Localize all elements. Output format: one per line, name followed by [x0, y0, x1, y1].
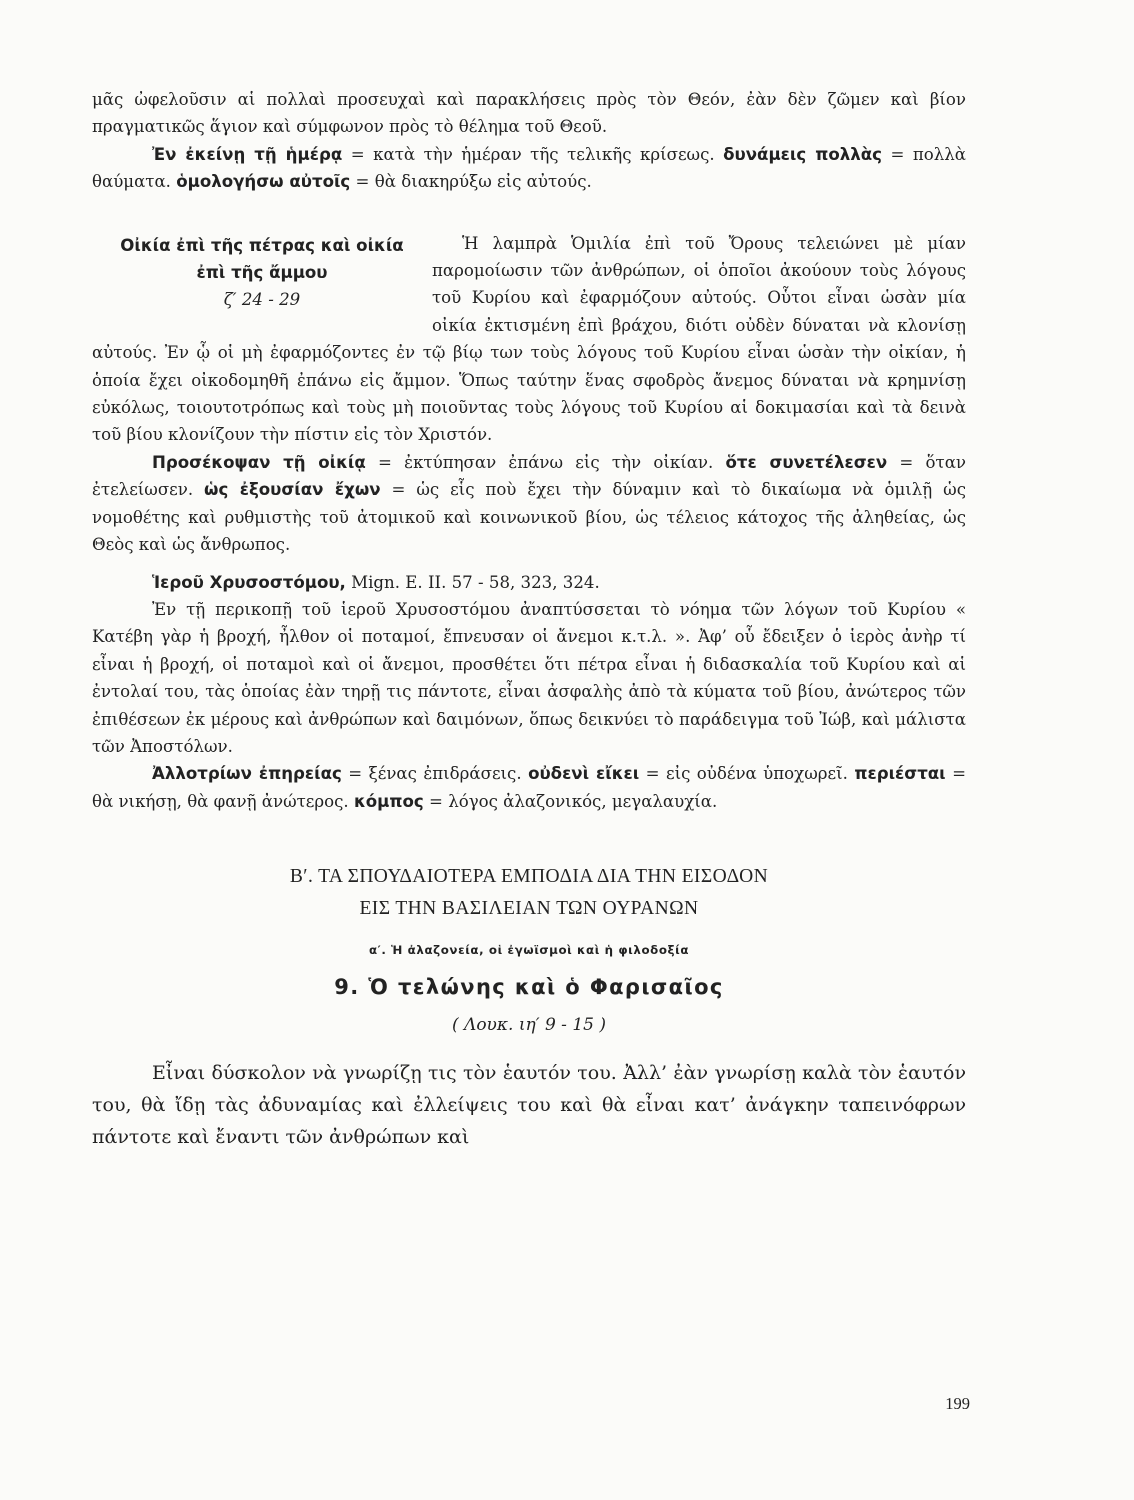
glossary-definition: = πολλὰ θαύματα.	[92, 144, 967, 192]
side-heading-line-2: ἐπὶ τῆς ἄμμου	[196, 263, 328, 283]
citation-author: Ἱεροῦ Χρυσοστόμου,	[152, 572, 346, 592]
commentary-paragraph: Ἐν τῇ περικοπῇ τοῦ ἱεροῦ Χρυσοστόμου ἀναπτύσσεται τὸ νόημα τῶν λόγων τοῦ Κυρίου « Κατέβη γὰρ ἡ βροχή, ἦλθον οἱ ποταμοί, ἔπνευσαν οἱ ἄνεμοι κ.τ.λ. ». Ἀφ’ οὗ ἔδειξεν ὁ ἱερὸς ἀνὴρ τί εἶναι ἡ βροχή, οἱ ποταμοὶ καὶ οἱ ἄνεμοι, προσθέτει ὅτι πέτρα εἶναι ἡ διδασκαλία τοῦ Κυρίου καὶ αἱ ἐντολαί του, τὰς ὁποίας ἐὰν τηρῇ τις πάντοτε, εἶναι ἀσφαλὴς ἀπὸ τὰ κύματα τοῦ βίου, ἀνώτερος τῶν ἐπιθέσεων ἐκ μέρους καὶ ἀνθρώπων καὶ δαιμόνων, ὅπως δεικνύει τὸ παράδειγμα τοῦ Ἰώβ, καὶ μάλιστα τῶν Ἀποστόλων.	[92, 599, 966, 756]
section-title-line-1: Β′. ΤΑ ΣΠΟΥΔΑΙΟΤΕΡΑ ΕΜΠΟΔΙΑ ΔΙΑ ΤΗΝ ΕΙΣΟΔΟΝ	[289, 866, 769, 888]
glossary-term: κόμπος	[353, 791, 424, 811]
glossary-definition: = θὰ διακηρύξω εἰς αὐτούς.	[350, 172, 592, 192]
glossary-definition: = κατὰ τὴν ἡμέραν τῆς τελικῆς κρίσεως.	[342, 144, 724, 164]
glossary-term: περιέσται	[854, 764, 946, 784]
glossary-definition: = ὡς εἷς ποὺ ἔχει τὴν δύναμιν καὶ τὸ δικαίωμα νὰ ὁμιλῇ ὡς νομοθέτης καὶ ρυθμιστὴς τοῦ ἀτομικοῦ καὶ κοινωνικοῦ βίου, ὡς τέλειος κάτοχος τῆς ἀληθείας, ὡς Θεὸς καὶ ὡς ἄνθρωπος.	[92, 480, 966, 555]
page-body	[92, 86, 966, 1153]
glossary-term: ὡς ἐξουσίαν ἔχων	[204, 480, 381, 500]
glossary-definition: = ἐκτύπησαν ἐπάνω εἰς τὴν οἰκίαν.	[365, 452, 726, 472]
section-title	[92, 861, 966, 925]
glossary-term: ὁμολογήσω αὐτοῖς	[176, 172, 351, 192]
parable-paragraph: Ἡ λαμπρὰ Ὁμιλία ἐπὶ τοῦ Ὄρους τελειώνει μὲ μίαν παρομοίωσιν τῶν ἀνθρώπων, οἱ ὁποῖοι ἀκούουν τοὺς λόγους τοῦ Κυρίου καὶ ἐφαρμόζουν αὐτούς. Οὗτοι εἶναι ὡσὰν μία οἰκία ἐκτισμένη ἐπὶ βράχου, διότι οὐδὲν δύναται νὰ κλονίσῃ αὐτούς. Ἐν ᾧ οἱ μὴ ἐφαρμόζοντες ἐν τῷ βίῳ των τοὺς λόγους τοῦ Κυρίου εἶναι ὡσὰν τὴν οἰκίαν, ἡ ὁποία ἔχει οἰκοδομηθῆ ἐπάνω εἰς ἄμμον. Ὅπως ταύτην ἕνας σφοδρὸς ἄνεμος δύναται νὰ κρημνίσῃ εὐκόλως, τοιουτοτρόπως καὶ τοὺς μὴ ποιοῦντας τοὺς λόγους τοῦ Κυρίου αἱ δοκιμασίαι καὶ τὰ δεινὰ τοῦ βίου κλονίζουν τὴν πίστιν εἰς τὸν Χριστόν.	[92, 233, 966, 445]
source-citation	[92, 569, 966, 596]
glossary-term: Προσέκοψαν τῇ οἰκίᾳ	[152, 452, 366, 472]
paragraph-continuation: μᾶς ὠφελοῦσιν αἱ πολλαὶ προσευχαὶ καὶ παρακλήσεις πρὸς τὸν Θεόν, ἐὰν δὲν ζῶμεν καὶ βίον πραγματικῶς ἅγιον καὶ σύμφωνον πρὸς τὸ θέλημα τοῦ Θεοῦ.	[92, 90, 966, 137]
glossary-paragraph-2	[92, 449, 966, 559]
side-heading-reference: ζ′ 24 - 29	[223, 290, 301, 310]
citation-reference: Mign. E. II. 57 - 58, 323, 324.	[345, 572, 600, 592]
glossary-definition: = εἰς οὐδένα ὑποχωρεῖ.	[639, 764, 855, 784]
glossary-term: Ἀλλοτρίων ἐπηρείας	[152, 764, 342, 784]
chapter-title: 9. Ὁ τελώνης καὶ ὁ Φαρισαῖος	[334, 975, 724, 1000]
page-number: 199	[945, 1394, 970, 1413]
subsection-title: α′. Ἡ ἀλαζονεία, οἱ ἐγωϊσμοὶ καὶ ἡ φιλοδοξία	[368, 943, 690, 958]
glossary-term: οὐδενὶ εἴκει	[528, 764, 640, 784]
glossary-definition: = ὅταν ἐτελείωσεν.	[92, 452, 966, 500]
glossary-term: δυνάμεις πολλὰς	[723, 144, 882, 164]
side-heading	[92, 232, 432, 314]
glossary-paragraph-3	[92, 760, 966, 815]
glossary-term: Ἐν ἐκείνῃ τῇ ἡμέρᾳ	[152, 144, 343, 164]
glossary-definition: = λόγος ἀλαζονικός, μεγαλαυχία.	[423, 791, 718, 811]
side-heading-line-1: Οἰκία ἐπὶ τῆς πέτρας καὶ οἰκία	[120, 235, 404, 255]
chapter-reference: ( Λουκ. ιη′ 9 - 15 )	[452, 1015, 606, 1036]
glossary-definition: = θὰ νικήσῃ, θὰ φανῇ ἀνώτερος.	[92, 764, 966, 811]
chapter-intro-paragraph: Εἶναι δύσκολον νὰ γνωρίζῃ τις τὸν ἑαυτόν του. Ἀλλ’ ἐὰν γνωρίσῃ καλὰ τὸν ἑαυτόν του, θὰ ἴδῃ τὰς ἀδυναμίας καὶ ἐλλείψεις του καὶ θὰ εἶναι κατ’ ἀνάγκην ταπεινόφρων πάντοτε καὶ ἔναντι τῶν ἀνθρώπων καὶ	[92, 1062, 966, 1149]
glossary-term: ὅτε συνετέλεσεν	[725, 452, 888, 472]
section-title-line-2: ΕΙΣ ΤΗΝ ΒΑΣΙΛΕΙΑΝ ΤΩΝ ΟΥΡΑΝΩΝ	[359, 898, 699, 920]
glossary-definition: = ξένας ἐπιδράσεις.	[341, 764, 529, 784]
glossary-paragraph-1	[92, 141, 966, 196]
